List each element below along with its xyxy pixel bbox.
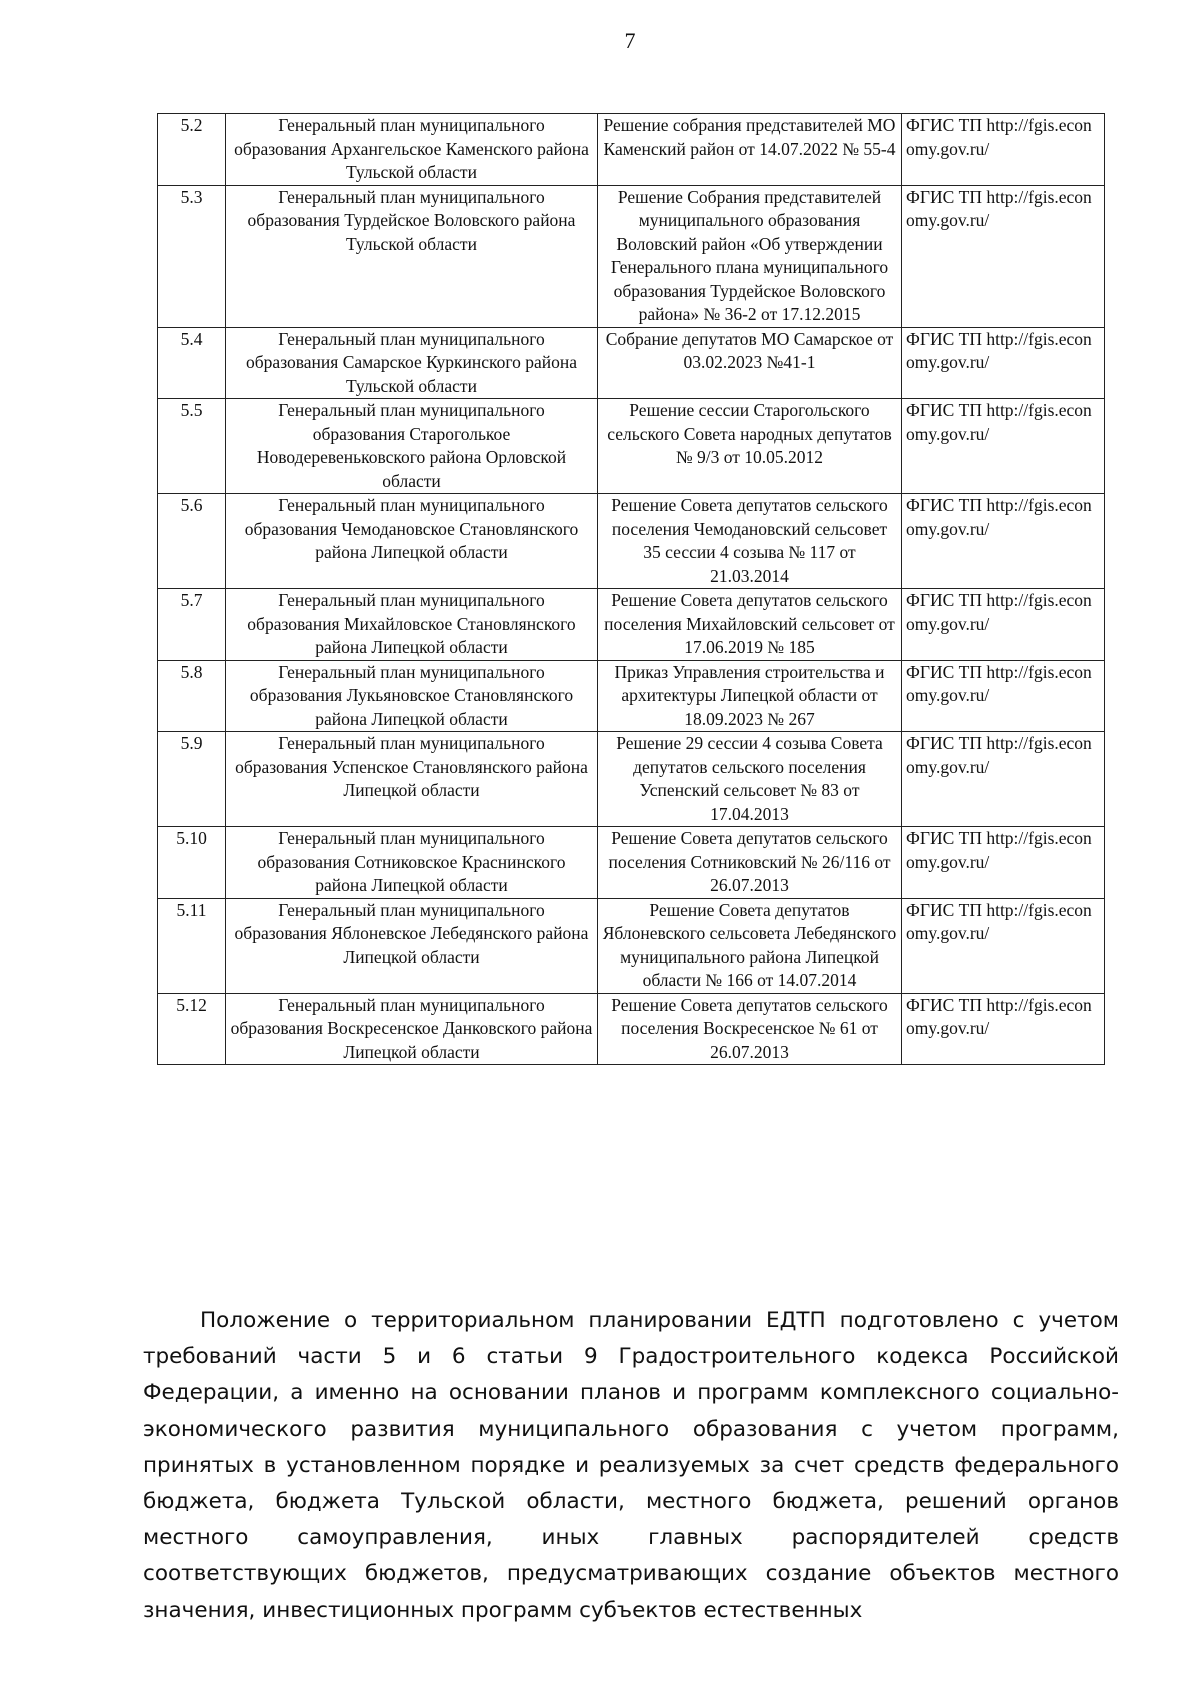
approval-document: Решение Совета депутатов сельского поселения Воскресенское № 61 от 26.07.2013 [598,993,902,1065]
table-row [158,993,1105,1065]
row-number: 5.3 [158,185,226,327]
source-link: ФГИС ТП http://fgis.economy.gov.ru/ [902,589,1105,661]
approval-document: Приказ Управления строительства и архитектуры Липецкой области от 18.09.2023 № 267 [598,660,902,732]
source-link: ФГИС ТП http://fgis.economy.gov.ru/ [902,993,1105,1065]
plan-name: Генеральный план муниципального образования Архангельское Каменского района Тульской области [226,114,598,186]
table-row [158,589,1105,661]
row-number: 5.8 [158,660,226,732]
row-number: 5.9 [158,732,226,827]
row-number: 5.2 [158,114,226,186]
plan-name: Генеральный план муниципального образования Успенское Становлянского района Липецкой области [226,732,598,827]
table-row [158,399,1105,494]
approval-document: Решение сессии Старогольского сельского Совета народных депутатов № 9/3 от 10.05.2012 [598,399,902,494]
row-number: 5.11 [158,898,226,993]
source-link: ФГИС ТП http://fgis.economy.gov.ru/ [902,898,1105,993]
plan-name: Генеральный план муниципального образования Лукьяновское Становлянского района Липецкой области [226,660,598,732]
source-link: ФГИС ТП http://fgis.economy.gov.ru/ [902,732,1105,827]
row-number: 5.5 [158,399,226,494]
row-number: 5.7 [158,589,226,661]
table-row [158,732,1105,827]
source-link: ФГИС ТП http://fgis.economy.gov.ru/ [902,114,1105,186]
row-number: 5.10 [158,827,226,899]
table-row [158,327,1105,399]
plan-name: Генеральный план муниципального образования Чемодановское Становлянского района Липецкой области [226,494,598,589]
approval-document: Решение собрания представителей МО Каменский район от 14.07.2022 № 55-4 [598,114,902,186]
page-number: 7 [624,28,636,53]
approval-document: Решение Собрания представителей муниципального образования Воловский район «Об утверждении Генерального плана муниципального образования Турдейское Воловского района» № 36-2 от 17.12.2015 [598,185,902,327]
plan-name: Генеральный план муниципального образования Михайловское Становлянского района Липецкой области [226,589,598,661]
approval-document: Решение Совета депутатов сельского поселения Чемодановский сельсовет 35 сессии 4 созыва № 117 от 21.03.2014 [598,494,902,589]
approval-document: Решение 29 сессии 4 созыва Совета депутатов сельского поселения Успенский сельсовет № 83 от 17.04.2013 [598,732,902,827]
approval-document: Решение Совета депутатов сельского поселения Сотниковский № 26/116 от 26.07.2013 [598,827,902,899]
plan-name: Генеральный план муниципального образования Яблоневское Лебедянского района Липецкой области [226,898,598,993]
plan-name: Генеральный план муниципального образования Воскресенское Данковского района Липецкой области [226,993,598,1065]
plan-name: Генеральный план муниципального образования Староголькое Новодеревеньковского района Орловской области [226,399,598,494]
source-link: ФГИС ТП http://fgis.economy.gov.ru/ [902,660,1105,732]
plan-name: Генеральный план муниципального образования Сотниковское Краснинского района Липецкой области [226,827,598,899]
body-paragraph: Положение о территориальном планировании ЕДТП подготовлено с учетом требований части 5 и 6 статьи 9 Градостроительного кодекса Российской Федерации, а именно на основании планов и программ комплексного социально-экономического развития муниципального образования с учетом программ, принятых в установленном порядке и реализуемых за счет средств федерального бюджета, бюджета Тульской области, местного бюджета, решений органов местного самоуправления, иных главных распорядителей средств соответствующих бюджетов, предусматривающих создание объектов местного значения, инвестиционных программ субъектов естественных [143,1308,1119,1623]
table-row [158,660,1105,732]
approval-document: Решение Совета депутатов сельского поселения Михайловский сельсовет от 17.06.2019 № 185 [598,589,902,661]
approval-document: Решение Совета депутатов Яблоневского сельсовета Лебедянского муниципального района Липецкой области № 166 от 14.07.2014 [598,898,902,993]
approval-document: Собрание депутатов МО Самарское от 03.02.2023 №41-1 [598,327,902,399]
source-link: ФГИС ТП http://fgis.economy.gov.ru/ [902,494,1105,589]
source-link: ФГИС ТП http://fgis.economy.gov.ru/ [902,399,1105,494]
source-link: ФГИС ТП http://fgis.economy.gov.ru/ [902,327,1105,399]
source-link: ФГИС ТП http://fgis.economy.gov.ru/ [902,185,1105,327]
row-number: 5.4 [158,327,226,399]
documents-table [157,113,1105,1065]
plan-name: Генеральный план муниципального образования Самарское Куркинского района Тульской области [226,327,598,399]
table-row [158,827,1105,899]
table-row [158,114,1105,186]
table-row [158,898,1105,993]
row-number: 5.12 [158,993,226,1065]
table-row [158,494,1105,589]
row-number: 5.6 [158,494,226,589]
table-row [158,185,1105,327]
plan-name: Генеральный план муниципального образования Турдейское Воловского района Тульской области [226,185,598,327]
source-link: ФГИС ТП http://fgis.economy.gov.ru/ [902,827,1105,899]
